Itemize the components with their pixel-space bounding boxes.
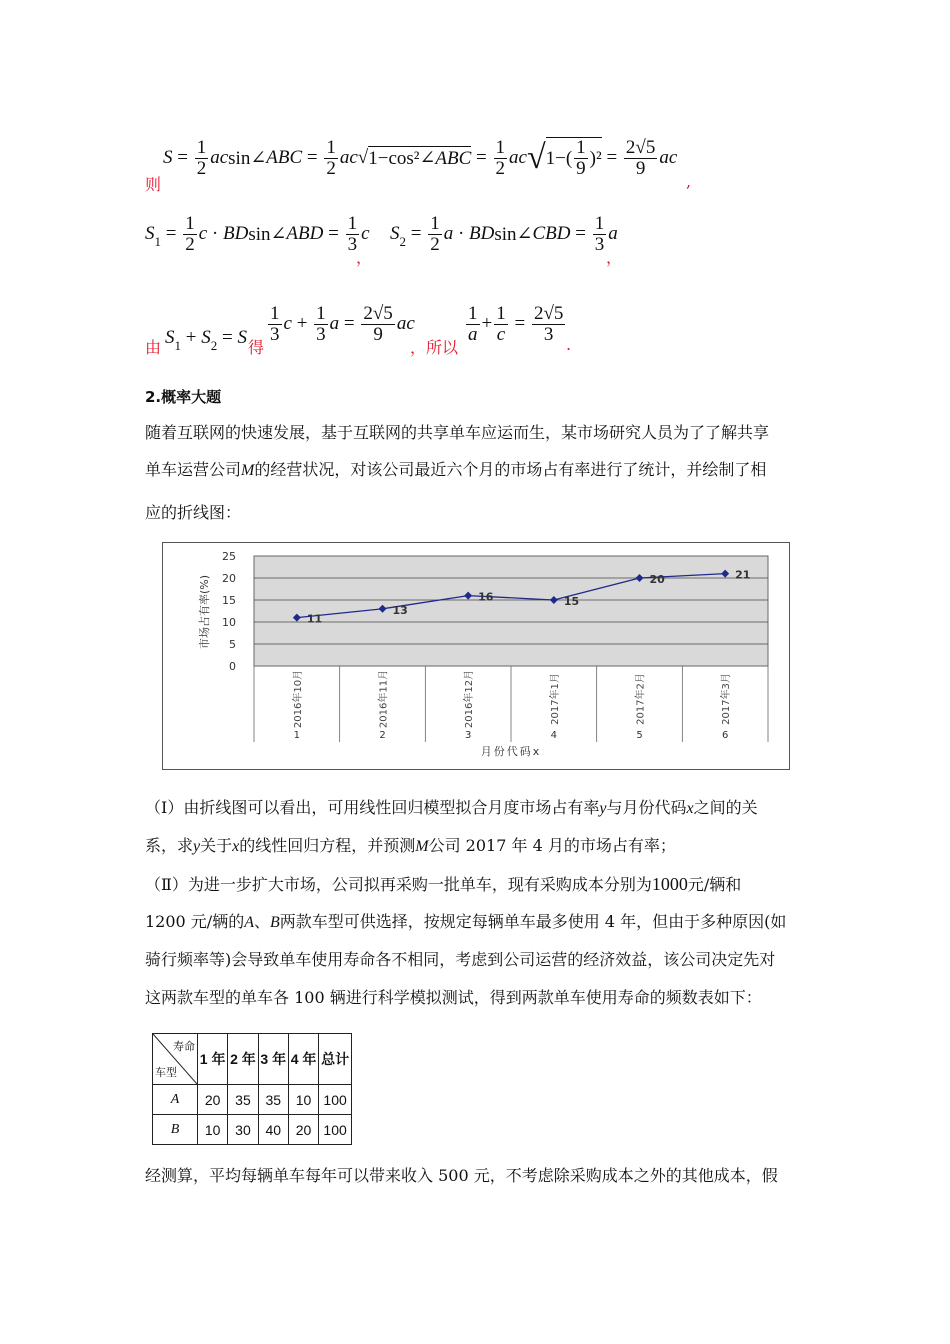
row-label-a: A: [153, 1085, 198, 1115]
q2-text-d: 两款车型可供选择，按规定每辆单车最多使用 4 年，但由于多种原因(如: [279, 912, 787, 931]
x-month-label: 2017年3月: [721, 673, 733, 725]
sub-area-formula-2: S 2 = $\frac{1}{2}$ a · BD sin∠ CBD = $\frac{1}{3}$ a: [390, 212, 618, 255]
question-2-line-2: [145, 912, 825, 932]
comma-3: ，: [606, 248, 623, 267]
footer-paragraph: 经测算，平均每辆单车每年可以带来收入 500 元，不考虑除采购成本之外的其他成本，假: [145, 1166, 778, 1185]
table-cell: 10: [288, 1085, 318, 1115]
x-code-label: 5: [636, 730, 643, 741]
table-cell: 40: [258, 1115, 288, 1145]
model-b: B: [270, 914, 280, 931]
question-2-line-4: 这两款车型的单车各 100 辆进行科学模拟测试，得到两款单车使用寿命的频数表如下：: [145, 988, 762, 1007]
table-row: [153, 1085, 352, 1115]
section-heading: 2.概率大题: [145, 388, 222, 406]
data-label: 11: [306, 612, 323, 626]
table-cell: 20: [288, 1115, 318, 1145]
paragraph-line-3: 应的折线图：: [145, 503, 242, 522]
table-corner-cell: [153, 1034, 198, 1085]
y-tick-label: 20: [222, 572, 236, 585]
data-label: 16: [478, 590, 494, 604]
q2-sep: 、: [253, 912, 270, 931]
q2-text-b: 元/辆和: [687, 875, 742, 894]
sub-area-formula-1: S 1 = $\frac{1}{2}$ c · BD sin∠ ABD = $\frac{1}{3}$ c: [145, 212, 370, 255]
paragraph-line-2-end: 的经营状况，对该公司最近六个月的市场占有率进行了统计，并绘制了相: [254, 460, 767, 479]
x-code-label: 6: [721, 730, 729, 741]
lifespan-table: [152, 1033, 352, 1145]
from-label: 由: [145, 338, 162, 357]
header-year-4: 4 年: [288, 1034, 318, 1085]
period: .: [566, 335, 572, 354]
question-2-line-1: [145, 874, 825, 896]
q1-text-c: 之间的关: [693, 798, 758, 817]
y-axis-label: 市场占有率(%): [198, 574, 211, 650]
header-year-2: 2 年: [228, 1034, 258, 1085]
data-label: 20: [649, 573, 665, 586]
data-label: 13: [392, 603, 408, 617]
table-cell: 100: [319, 1115, 352, 1145]
table-cell: 30: [228, 1115, 258, 1145]
row-label-b: B: [153, 1115, 198, 1145]
company-m-2: M: [415, 838, 429, 855]
comma-2: ，: [356, 248, 373, 267]
y-tick-label: 5: [229, 638, 236, 651]
then-label: 则: [145, 175, 162, 194]
table-cell: 10: [198, 1115, 228, 1145]
q1-text-d: 系，求: [145, 836, 194, 855]
q1-text-e: 关于: [200, 836, 233, 855]
x-month-label: 2016年12月: [464, 669, 476, 729]
q1-text-a: （Ⅰ）由折线图可以看出，可用线性回归模型拟合月度市场占有率: [145, 798, 600, 817]
y-tick-label: 10: [222, 616, 236, 629]
var-y-2: y: [193, 838, 201, 855]
paragraph-line-2-start: 单车运营公司: [145, 460, 242, 479]
y-tick-label: 25: [222, 550, 236, 563]
question-2-line-3: 骑行频率等)会导致单车使用寿命各不相同，考虑到公司运营的经济效益，该公司决定先对: [145, 950, 776, 969]
header-year-3: 3 年: [258, 1034, 288, 1085]
table-row: [153, 1115, 352, 1145]
var-x-2: x: [232, 838, 240, 855]
q1-text-b: 与月份代码: [606, 798, 687, 817]
sum-formula: S 1 + S 2 = S: [165, 327, 247, 353]
corner-top-label: 寿命: [173, 1041, 195, 1053]
x-code-label: 3: [464, 730, 472, 741]
q1-text-f: 的线性回归方程，并预测: [239, 836, 416, 855]
company-m: M: [241, 462, 255, 479]
model-a: A: [244, 914, 254, 931]
therefore-label: ，所以: [410, 338, 459, 357]
x-code-label: 4: [550, 730, 558, 741]
data-label: 15: [563, 595, 580, 608]
table-cell: 20: [198, 1085, 228, 1115]
x-month-label: 2016年10月: [292, 669, 304, 729]
question-1-line-2: [145, 836, 825, 856]
chart-svg: [162, 542, 790, 770]
table-cell: 35: [258, 1085, 288, 1115]
corner-bottom-label: 车型: [155, 1067, 177, 1079]
var-y: y: [599, 800, 607, 817]
cost-1000: 1000: [651, 874, 688, 894]
header-year-1: 1 年: [198, 1034, 228, 1085]
line-chart: [162, 542, 790, 770]
paragraph-line-1: 随着互联网的快速发展，基于互联网的共享单车应运而生，某市场研究人员为了了解共享: [145, 423, 770, 442]
x-month-label: 2017年1月: [549, 673, 561, 725]
question-1-line-1: [145, 798, 825, 818]
data-label: 21: [735, 568, 751, 582]
q2-text-a: （Ⅱ）为进一步扩大市场，公司拟再采购一批单车，现有采购成本分别为: [145, 875, 652, 894]
get-label: 得: [248, 338, 265, 357]
q1-text-g: 公司 2017 年 4 月的市场占有率；: [428, 836, 676, 855]
x-code-label: 2: [379, 730, 386, 741]
x-month-label: 2016年11月: [378, 669, 390, 729]
var-x: x: [686, 800, 694, 817]
comma-1: ,: [686, 172, 692, 191]
result-formula: $\frac{1}{a}$ + $\frac{1}{c}$ = $\frac{2√5}{3}$: [468, 302, 564, 345]
equation-derived: $\frac{1}{3}$ c + $\frac{1}{3}$ a = $\frac{2√5}{9}$ ac: [270, 302, 415, 345]
paragraph-line-2: [145, 460, 825, 480]
table-header-row: [153, 1034, 352, 1085]
q2-text-c: 1200 元/辆的: [145, 912, 245, 931]
area-formula: S = $\frac{1}{2}$ ac sin∠ ABC = $\frac{1}{2}$ ac √ 1−cos²∠ABC = $\frac{1}{2}$ ac √ 1−( $\frac{1}{9}$ )² = $\frac{2√5}{9}$ ac: [163, 136, 678, 179]
y-tick-label: 0: [229, 660, 236, 673]
x-axis-label: 月份代码x: [480, 745, 542, 758]
table-cell: 100: [319, 1085, 352, 1115]
y-tick-label: 15: [222, 594, 236, 607]
table-cell: 35: [228, 1085, 258, 1115]
header-total: 总计: [319, 1034, 352, 1085]
x-code-label: 1: [293, 730, 301, 741]
x-month-label: 2017年2月: [635, 673, 647, 725]
